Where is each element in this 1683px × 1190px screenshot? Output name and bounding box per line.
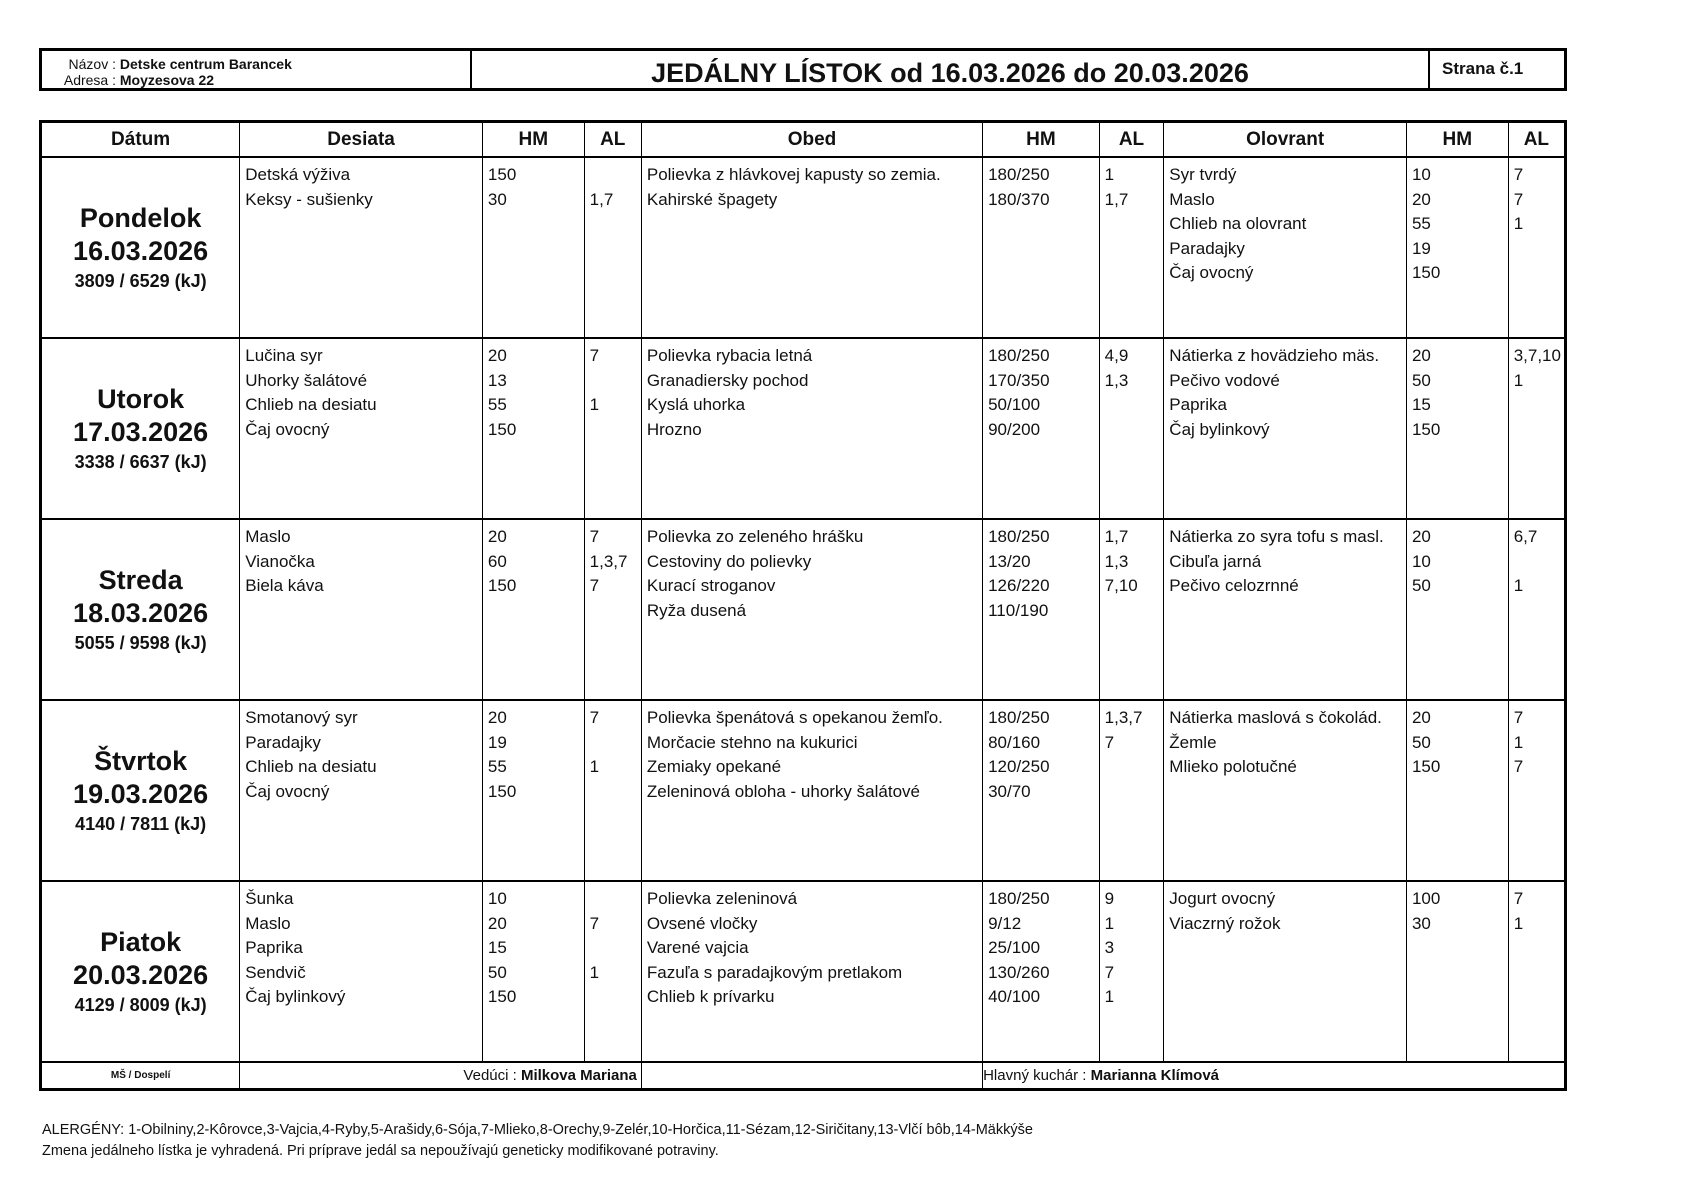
meal-item: Mlieko polotučné [1169,757,1297,776]
day-name: Štvrtok [94,745,188,776]
portion-weight: 50 [1411,732,1431,752]
allergens: 1 [1104,913,1115,933]
allergens: 1 [1104,987,1115,1006]
portion-weight: 30 [487,189,507,209]
olovrant-hm-cell [1406,700,1508,881]
page-number: Strana č.1 [1442,59,1524,78]
allergens [1514,418,1564,443]
column-header: AL [1508,122,1565,158]
meal-item: Maslo [1169,189,1215,209]
portion-weight: 180/250 [988,889,1050,908]
allergens [590,985,641,1010]
meal-item: Hrozno [646,419,702,439]
allergens [590,731,641,756]
allergens [590,780,641,805]
portion-weight: 150 [1411,419,1441,439]
obed-item-cell [641,157,982,338]
allergens: 9 [1104,889,1115,908]
portion-weight: 50 [487,962,507,982]
page-title: JEDÁLNY LÍSTOK od 16.03.2026 do 20.03.2026 [472,51,1430,88]
footnotes [42,1120,1033,1162]
day-date: 20.03.2026 [73,959,209,990]
obed-hm-cell [983,157,1100,338]
chef-label: Hlavný kuchár : [983,1067,1087,1084]
allergens: 7 [1513,189,1524,209]
meal-item: Ovsené vločky [646,913,758,933]
allergens [590,418,641,443]
allergens [1105,393,1164,418]
date-cell [41,338,240,519]
allergens: 1 [1513,214,1524,233]
meal-item: Morčacie stehno na kukurici [646,732,858,752]
portion-weight: 50 [1411,576,1431,595]
allergens: 7 [589,527,600,546]
meal-item: Chlieb na desiatu [245,757,377,776]
allergens: 7 [1104,962,1115,982]
portion-weight: 20 [1411,346,1431,365]
portion-weight: 150 [487,987,517,1006]
obed-al-cell [1099,338,1164,519]
institution-address: Moyzesova 22 [119,72,215,88]
allergens: 1,7 [1104,527,1129,546]
allergens: 1,3,7 [1104,708,1143,727]
meal-item: Maslo [245,527,291,546]
olovrant-item-cell [1164,519,1407,700]
meal-item: Maslo [245,913,291,933]
meal-item: Uhorky šalátové [245,370,368,390]
allergens: 7,10 [1104,576,1138,595]
obed-hm-cell [983,700,1100,881]
day-energy: 3338 / 6637 (kJ) [74,451,207,472]
portion-weight: 19 [487,732,507,752]
olovrant-al-cell [1508,881,1565,1062]
day-row [41,881,1566,1062]
allergens [1105,418,1164,443]
portion-weight: 10 [1411,551,1431,571]
day-name: Streda [98,564,183,595]
portion-weight: 10 [487,889,507,908]
desiata-item-cell [240,519,483,700]
meal-item: Šunka [245,889,294,908]
olovrant-hm-cell [1406,519,1508,700]
day-name: Utorok [97,383,185,414]
portion-weight: 55 [487,757,507,776]
meal-item: Detská výživa [245,165,351,184]
portion-weight: 20 [487,346,507,365]
desiata-hm-cell [482,157,584,338]
portion-weight: 150 [487,165,517,184]
desiata-hm-cell [482,700,584,881]
meal-item: Viaczrný rožok [1169,913,1281,933]
meal-item: Kyslá uhorka [646,395,746,414]
date-cell [41,519,240,700]
meal-item: Nátierka zo syra tofu s masl. [1169,527,1384,546]
day-date: 16.03.2026 [73,235,209,266]
meal-item: Paprika [245,938,303,957]
meal-item: Ryža dusená [646,600,747,620]
olovrant-item-cell [1164,338,1407,519]
meal-item: Paradajky [1169,238,1245,258]
portion-weight: 170/350 [988,370,1050,390]
meal-item: Jogurt ovocný [1169,889,1276,908]
olovrant-hm-cell [1406,338,1508,519]
signature-row [41,1062,1566,1090]
portion-weight: 30/70 [988,781,1031,801]
portion-weight: 180/370 [988,189,1050,209]
allergens: 1 [1513,732,1524,752]
day-date: 18.03.2026 [73,597,209,628]
desiata-al-cell [584,519,641,700]
allergens [1514,550,1564,575]
allergens [1105,755,1164,780]
portion-weight: 180/250 [988,708,1050,727]
allergens: 3 [1104,938,1115,957]
column-header: Dátum [41,122,240,158]
address-label: Adresa : [63,72,116,88]
olovrant-item-cell [1164,700,1407,881]
manager-name: Milkova Mariana [520,1067,637,1084]
meal-item: Sendvič [245,962,306,982]
meal-item: Kurací stroganov [646,576,776,595]
obed-al-cell [1099,881,1164,1062]
portion-weight: 20 [1411,189,1431,209]
allergens: 4,9 [1104,346,1129,365]
column-header: HM [482,122,584,158]
day-row [41,700,1566,881]
obed-hm-cell [983,519,1100,700]
olovrant-item-cell [1164,157,1407,338]
obed-al-cell [1099,700,1164,881]
allergens: 1 [1513,370,1524,390]
allergens [590,369,641,394]
olovrant-al-cell [1508,157,1565,338]
day-energy: 3809 / 6529 (kJ) [74,270,207,291]
allergens: 1,3 [1104,551,1129,571]
obed-item-cell [641,881,982,1062]
obed-hm-cell [983,881,1100,1062]
institution-info [42,51,472,88]
desiata-item-cell [240,881,483,1062]
portion-weight: 50/100 [988,395,1041,414]
portion-weight: 150 [1411,757,1441,776]
portion-weight: 130/260 [988,962,1050,982]
meal-item: Smotanový syr [245,708,358,727]
allergens: 7 [589,708,600,727]
allergens: 1,3,7 [589,551,628,571]
meal-item: Polievka zeleninová [646,889,798,908]
column-header: Obed [641,122,982,158]
obed-item-cell [641,338,982,519]
day-energy: 5055 / 9598 (kJ) [74,632,207,653]
meal-item: Žemle [1169,732,1217,752]
portion-weight: 90/200 [988,419,1041,439]
desiata-al-cell [584,700,641,881]
portion-weight: 40/100 [988,987,1041,1006]
olovrant-al-cell [1508,700,1565,881]
meal-item: Polievka zo zeleného hrášku [646,527,864,546]
meal-item: Čaj ovocný [245,419,330,439]
portion-weight: 13/20 [988,551,1031,571]
portion-weight: 19 [1411,238,1431,258]
portion-weight: 150 [487,781,517,801]
allergens [590,887,641,912]
meal-item: Cibuľa jarná [1169,551,1262,571]
day-name: Pondelok [79,202,202,233]
meal-item: Pečivo celozrnné [1169,576,1299,595]
allergens: 7 [1104,732,1115,752]
day-name: Piatok [100,926,182,957]
document-header [39,48,1567,91]
allergens: 7 [589,346,600,365]
meal-item: Zeleninová obloha - uhorky šalátové [646,781,920,801]
meal-item: Pečivo vodové [1169,370,1280,390]
meal-item: Lučina syr [245,346,323,365]
allergens: 7 [1513,757,1524,776]
portion-weight: 126/220 [988,576,1050,595]
column-header: AL [1099,122,1164,158]
portion-weight: 150 [1411,263,1441,282]
allergens: 1 [1513,576,1524,595]
allergens: 7 [1513,708,1524,727]
allergens: 1 [589,395,600,414]
olovrant-hm-cell [1406,881,1508,1062]
disclaimer: Zmena jedálneho lístka je vyhradená. Pri príprave jedál sa nepoužívajú geneticky modifikované potraviny. [42,1143,719,1159]
allergens: 6,7 [1513,527,1538,546]
allergens: 3,7,10 [1513,346,1561,365]
meal-item: Zemiaky opekané [646,757,782,776]
meal-item: Čaj ovocný [245,781,330,801]
obed-item-cell [641,519,982,700]
obed-al-cell [1099,157,1164,338]
allergens [590,163,641,188]
date-cell [41,157,240,338]
allergens: 7 [1513,165,1524,184]
day-date: 17.03.2026 [73,416,209,447]
meal-item: Cestoviny do polievky [646,551,812,571]
allergens: 7 [589,913,600,933]
portion-weight: 180/250 [988,527,1050,546]
date-cell [41,700,240,881]
portion-weight: 9/12 [988,913,1022,933]
portion-weight: 50 [1411,370,1431,390]
meal-item: Nátierka z hovädzieho mäs. [1169,346,1380,365]
portion-weight: 180/250 [988,346,1050,365]
meal-item: Keksy - sušienky [245,189,373,209]
portion-weight: 30 [1411,913,1431,933]
desiata-al-cell [584,338,641,519]
chef-cell [983,1062,1566,1090]
allergens [1514,393,1564,418]
desiata-hm-cell [482,338,584,519]
olovrant-al-cell [1508,519,1565,700]
day-date: 19.03.2026 [73,778,209,809]
meal-item: Čaj ovocný [1169,263,1254,282]
manager-cell [240,1062,642,1090]
portion-weight: 120/250 [988,757,1050,776]
column-header: AL [584,122,641,158]
day-energy: 4140 / 7811 (kJ) [75,813,207,834]
portion-weight: 60 [487,551,507,571]
desiata-hm-cell [482,519,584,700]
manager-spacer [641,1062,982,1090]
day-row [41,519,1566,700]
meal-item: Polievka z hlávkovej kapusty so zemia. [646,165,941,184]
desiata-al-cell [584,157,641,338]
allergens [1514,261,1564,286]
desiata-al-cell [584,881,641,1062]
meal-item: Varené vajcia [646,938,749,957]
allergens [590,936,641,961]
allergens: 1,7 [589,189,614,209]
menu-table [39,120,1567,1091]
allergens: 1 [1104,165,1115,184]
olovrant-item-cell [1164,881,1407,1062]
portion-weight: 20 [487,708,507,727]
portion-weight: 10 [1411,165,1431,184]
meal-item: Paprika [1169,395,1227,414]
desiata-item-cell [240,700,483,881]
meal-item: Chlieb k prívarku [646,987,775,1006]
allergens: 7 [1513,889,1524,908]
day-row [41,157,1566,338]
meal-group: MŠ / Dospelí [41,1062,240,1090]
portion-weight: 150 [487,419,517,439]
day-row [41,338,1566,519]
portion-weight: 25/100 [988,938,1041,957]
meal-item: Kahirské špagety [646,189,778,209]
olovrant-al-cell [1508,338,1565,519]
desiata-item-cell [240,157,483,338]
allergens: 1 [1513,913,1524,933]
portion-weight: 15 [1411,395,1431,414]
meal-item: Fazuľa s paradajkovým pretlakom [646,962,903,982]
portion-weight: 55 [487,395,507,414]
portion-weight: 150 [487,576,517,595]
column-header: Olovrant [1164,122,1407,158]
meal-item: Čaj bylinkový [1169,419,1270,439]
allergens: 1,7 [1104,189,1129,209]
allergens: 1 [589,962,600,982]
meal-item: Chlieb na desiatu [245,395,377,414]
meal-item: Polievka rybacia letná [646,346,813,365]
name-label: Názov : [68,56,116,72]
allergens: 1,3 [1104,370,1129,390]
day-energy: 4129 / 8009 (kJ) [74,994,207,1015]
allergens: 7 [589,576,600,595]
manager-label: Vedúci : [463,1067,517,1084]
obed-al-cell [1099,519,1164,700]
column-header: HM [1406,122,1508,158]
column-header-row [41,122,1566,158]
allergen-legend: ALERGÉNY: 1-Obilniny,2-Kôrovce,3-Vajcia,4-Ryby,5-Arašidy,6-Sója,7-Mlieko,8-Orechy,9-Zelér,10-Horčica,11-Sézam,12-Siričitany,13-Vlčí bôb,14-Mäkkýše [42,1122,1033,1138]
column-header: HM [983,122,1100,158]
portion-weight: 20 [1411,527,1431,546]
chef-name: Marianna Klímová [1090,1067,1220,1084]
meal-item: Nátierka maslová s čokolád. [1169,708,1382,727]
institution-name: Detske centrum Barancek [119,56,292,72]
allergens: 1 [589,757,600,776]
obed-hm-cell [983,338,1100,519]
portion-weight: 80/160 [988,732,1041,752]
column-header: Desiata [240,122,483,158]
meal-item: Granadiersky pochod [646,370,809,390]
date-cell [41,881,240,1062]
meal-item: Syr tvrdý [1169,165,1237,184]
portion-weight: 20 [487,913,507,933]
portion-weight: 180/250 [988,165,1050,184]
allergens [1514,237,1564,262]
desiata-item-cell [240,338,483,519]
portion-weight: 20 [1411,708,1431,727]
meal-item: Chlieb na olovrant [1169,214,1307,233]
portion-weight: 13 [487,370,507,390]
portion-weight: 55 [1411,214,1431,233]
meal-item: Čaj bylinkový [245,987,346,1006]
meal-item: Biela káva [245,576,324,595]
meal-item: Paradajky [245,732,321,752]
allergens [1105,599,1164,624]
portion-weight: 100 [1411,889,1441,908]
portion-weight: 110/190 [988,600,1049,620]
meal-item: Vianočka [245,551,315,571]
olovrant-hm-cell [1406,157,1508,338]
portion-weight: 20 [487,527,507,546]
obed-item-cell [641,700,982,881]
allergens [1105,780,1164,805]
meal-item: Polievka špenátová s opekanou žemľo. [646,708,943,727]
desiata-hm-cell [482,881,584,1062]
portion-weight: 15 [487,938,507,957]
